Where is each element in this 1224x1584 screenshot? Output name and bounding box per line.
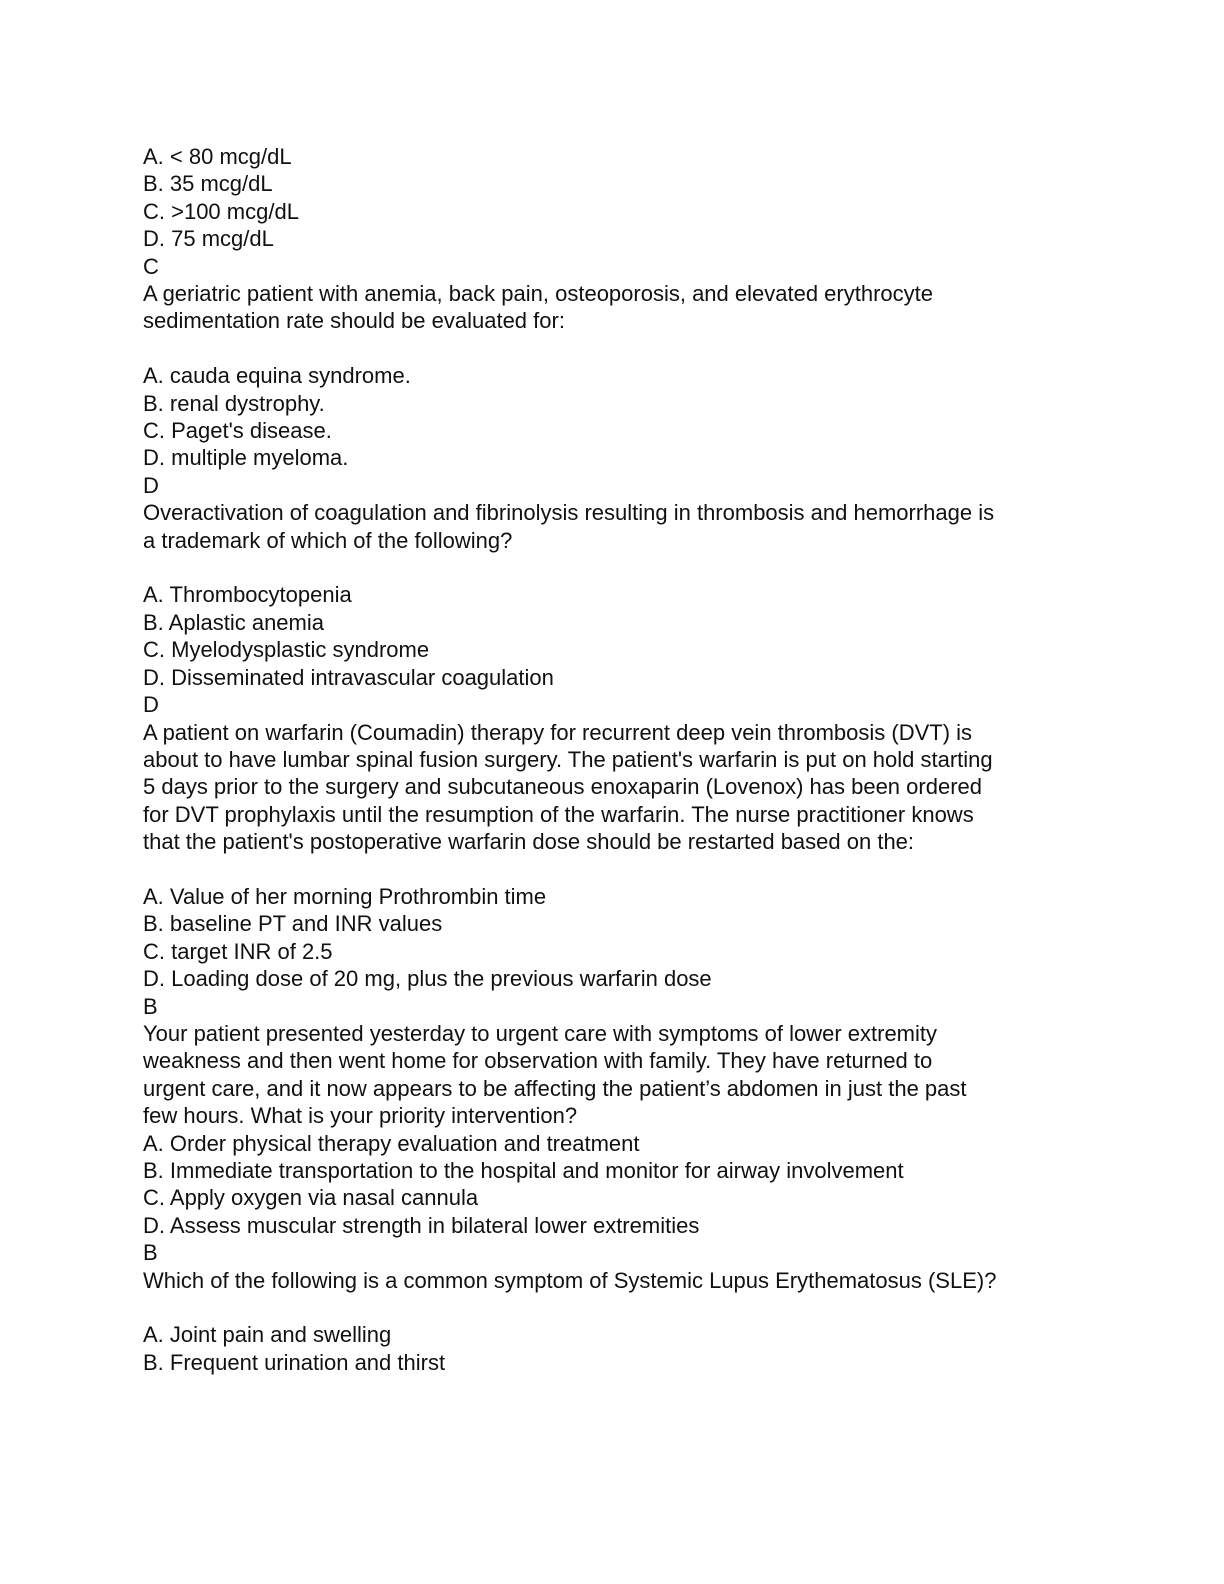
answer: B (143, 993, 158, 1019)
question-text: for DVT prophylaxis until the resumption of the warfarin. The nurse practitioner knows (143, 801, 974, 827)
question-text: about to have lumbar spinal fusion surgery. The patient's warfarin is put on hold starting (143, 746, 993, 772)
question-text: Your patient presented yesterday to urgent care with symptoms of lower extremity (143, 1020, 938, 1046)
option-c: C. Paget's disease. (143, 418, 332, 444)
question-text: that the patient's postoperative warfarin dose should be restarted based on the: (143, 829, 915, 855)
question-block-4 (143, 1020, 1083, 1267)
question-text: urgent care, and it now appears to be affecting the patient’s abdomen in just the past (143, 1075, 967, 1101)
option-b: B. Frequent urination and thirst (143, 1349, 446, 1375)
option-a: A. Thrombocytopenia (143, 582, 352, 608)
option-a: A. Joint pain and swelling (143, 1322, 392, 1348)
blank-line (143, 1294, 1083, 1321)
question-text: A patient on warfarin (Coumadin) therapy for recurrent deep vein thrombosis (DVT) is (143, 719, 973, 745)
option-c: C. >100 mcg/dL (143, 198, 299, 224)
option-b: B. renal dystrophy. (143, 390, 325, 416)
question-text: Overactivation of coagulation and fibrinolysis resulting in thrombosis and hemorrhage is (143, 500, 995, 526)
question-text: a trademark of which of the following? (143, 527, 513, 553)
question-block-0 (143, 143, 1083, 280)
question-block-2 (143, 499, 1083, 718)
blank-line (143, 856, 1083, 883)
option-a: A. Order physical therapy evaluation and treatment (143, 1130, 640, 1156)
option-b: B. Aplastic anemia (143, 609, 324, 635)
answer: D (143, 692, 159, 718)
option-b: B. 35 mcg/dL (143, 171, 273, 197)
option-a: A. Value of her morning Prothrombin time (143, 883, 547, 909)
option-b: B. baseline PT and INR values (143, 911, 443, 937)
option-c: C. Myelodysplastic syndrome (143, 637, 430, 663)
question-text: weakness and then went home for observation with family. They have returned to (143, 1048, 933, 1074)
option-c: C. Apply oxygen via nasal cannula (143, 1185, 479, 1211)
blank-line (143, 554, 1083, 581)
option-d: D. multiple myeloma. (143, 445, 349, 471)
blank-line (143, 335, 1083, 362)
answer: C (143, 253, 159, 279)
question-text: A geriatric patient with anemia, back pain, osteoporosis, and elevated erythrocyte (143, 281, 934, 307)
option-d: D. Assess muscular strength in bilateral lower extremities (143, 1212, 700, 1238)
option-a: A. < 80 mcg/dL (143, 144, 292, 169)
option-b: B. Immediate transportation to the hospital and monitor for airway involvement (143, 1157, 904, 1183)
question-text: few hours. What is your priority intervention? (143, 1103, 578, 1129)
document-page (143, 143, 1083, 1376)
question-text: sedimentation rate should be evaluated for: (143, 308, 565, 334)
question-block-5 (143, 1267, 1083, 1377)
option-a: A. cauda equina syndrome. (143, 363, 411, 389)
option-d: D. Disseminated intravascular coagulation (143, 664, 554, 690)
question-block-1 (143, 280, 1083, 499)
question-text: 5 days prior to the surgery and subcutaneous enoxaparin (Lovenox) has been ordered (143, 774, 982, 800)
answer: B (143, 1240, 158, 1266)
option-d: D. Loading dose of 20 mg, plus the previous warfarin dose (143, 966, 712, 992)
option-c: C. target INR of 2.5 (143, 938, 333, 964)
option-d: D. 75 mcg/dL (143, 226, 274, 252)
answer: D (143, 472, 159, 498)
question-text: Which of the following is a common symptom of Systemic Lupus Erythematosus (SLE)? (143, 1267, 997, 1293)
question-block-3 (143, 719, 1083, 1020)
